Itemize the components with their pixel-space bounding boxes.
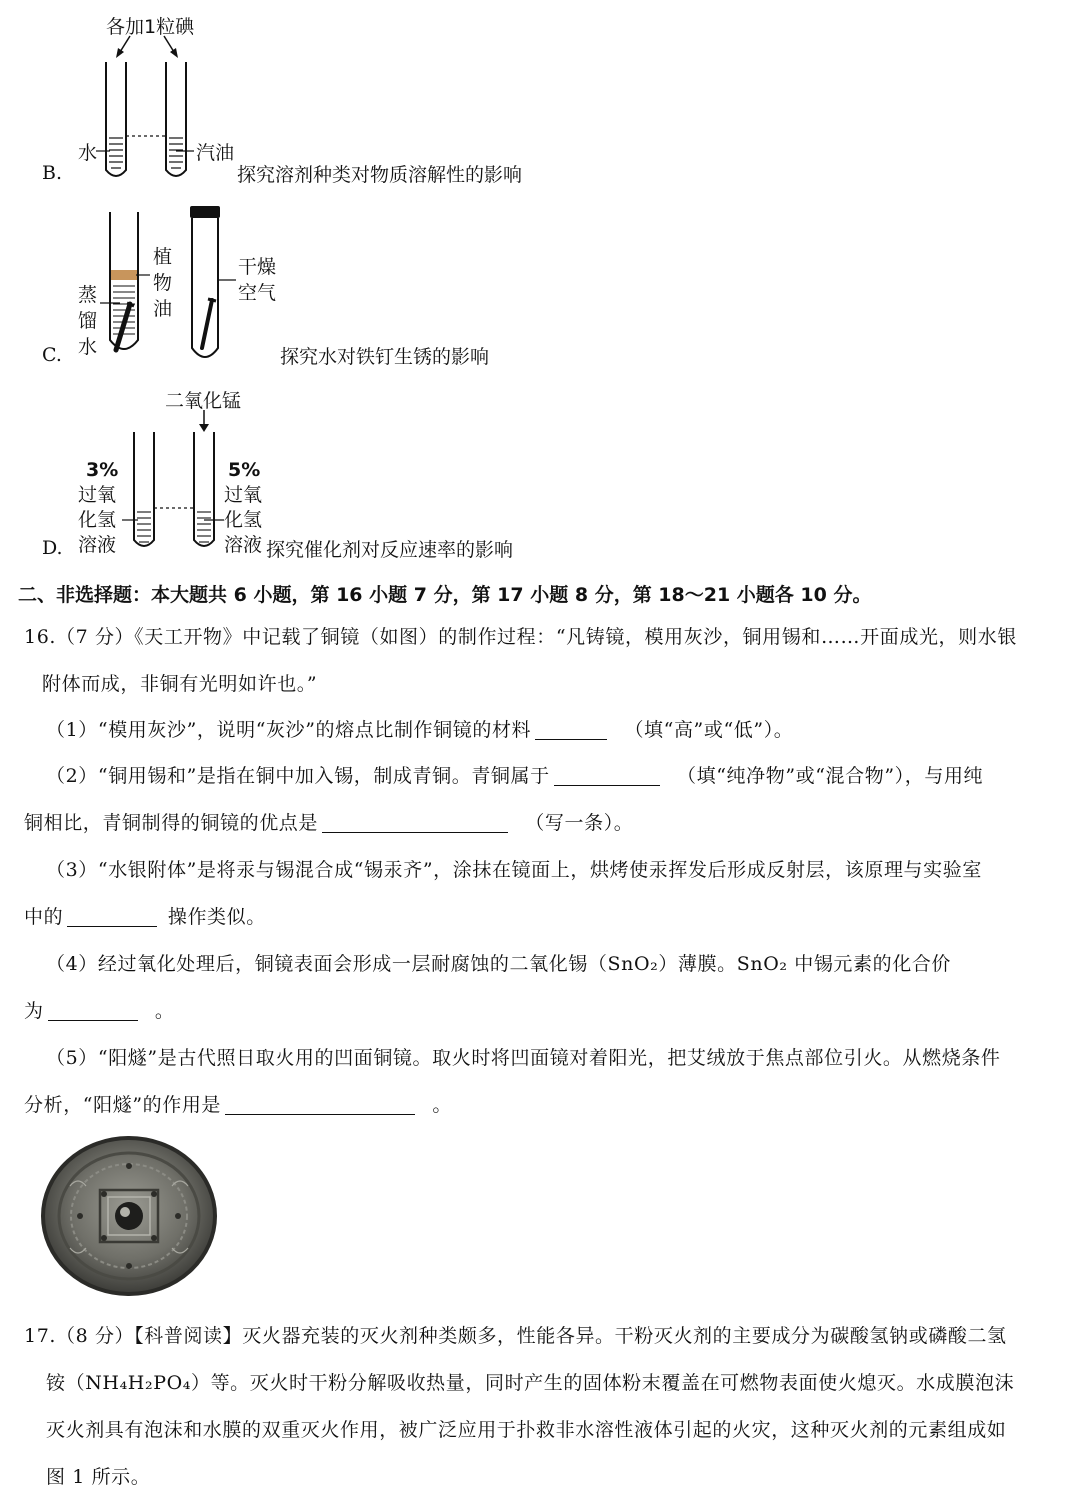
option-d-caption: 探究催化剂对反应速率的影响 bbox=[266, 539, 514, 561]
option-c-left-label-3: 水 bbox=[78, 336, 98, 358]
option-d-right-label-1: 5% bbox=[228, 459, 261, 481]
q16-part2-text2: 铜相比，青铜制得的铜镜的优点是 bbox=[24, 812, 319, 834]
q16-part5-text: （5）“阳燧”是古代照日取火用的凹面铜镜。取火时将凹面镜对着阳光，把艾绒放于焦点部位引火。从燃烧条件 bbox=[46, 1047, 1001, 1069]
option-b-left-label: 水 bbox=[78, 142, 98, 164]
q16-part4-blank[interactable] bbox=[48, 999, 138, 1021]
option-c-right-label bbox=[238, 254, 276, 306]
section-heading: 二、非选择题：本大题共 6 小题，第 16 小题 7 分，第 17 小题 8 分，第 18～21 小题各 10 分。 bbox=[18, 584, 872, 606]
q16-part3-text3: 操作类似。 bbox=[167, 906, 266, 928]
q16-part1-blank[interactable] bbox=[535, 718, 607, 740]
q16-part4-text: （4）经过氧化处理后，铜镜表面会形成一层耐腐蚀的二氧化锡（SnO₂）薄膜。SnO₂ 中锡元素的化合价 bbox=[46, 953, 952, 975]
q17-line4: 图 1 所示。 bbox=[46, 1466, 151, 1488]
option-c-middle-label-3: 油 bbox=[153, 298, 173, 320]
q16-part5-text3: 。 bbox=[432, 1094, 452, 1116]
q16-part3-text2: 中的 bbox=[24, 906, 64, 928]
option-d-left-label-3: 化氢 bbox=[78, 509, 117, 531]
q16-part4-text3: 。 bbox=[154, 1000, 175, 1022]
option-c-right-label-2: 空气 bbox=[238, 282, 277, 304]
q16-intro-line1: 16.（7 分）《天工开物》中记载了铜镜（如图）的制作过程：“凡铸镜，模用灰沙，铜用锡和……开面成光，则水银 bbox=[24, 626, 1017, 648]
option-d-left-label bbox=[78, 458, 118, 558]
option-c-left-label bbox=[78, 282, 97, 360]
q16-part5-text2: 分析，“阳燧”的作用是 bbox=[24, 1094, 222, 1116]
option-c-right-label-1: 干燥 bbox=[238, 256, 277, 278]
option-d-letter: D. bbox=[42, 537, 63, 559]
option-d-right-label-3: 化氢 bbox=[224, 509, 263, 531]
q16-part2 bbox=[24, 753, 1060, 847]
q16-part1 bbox=[46, 707, 1060, 754]
option-d-left-label-4: 溶液 bbox=[78, 534, 117, 556]
q16-part1-text: （1）“模用灰沙”，说明“灰沙”的熔点比制作铜镜的材料 bbox=[46, 719, 532, 741]
option-c-middle-label bbox=[153, 244, 172, 322]
option-d-figure bbox=[120, 408, 230, 558]
option-d-top-label: 二氧化锰 bbox=[165, 390, 242, 412]
option-d-right-label-4: 溶液 bbox=[224, 534, 263, 556]
q16-part5 bbox=[24, 1035, 1060, 1129]
option-c-left-label-1: 蒸 bbox=[78, 284, 98, 306]
bronze-mirror-image bbox=[40, 1136, 218, 1296]
q16-intro bbox=[24, 614, 1060, 708]
option-c-caption: 探究水对铁钉生锈的影响 bbox=[280, 346, 490, 368]
option-d-left-label-2: 过氧 bbox=[78, 484, 117, 506]
q17-line3: 灭火剂具有泡沫和水膜的双重灭火作用，被广泛应用于扑救非水溶性液体引起的火灾，这种灭火剂的元素组成如 bbox=[46, 1419, 1007, 1441]
q16-part2-hint: （填“纯净物”或“混合物”），与用纯 bbox=[677, 765, 984, 787]
q16-part3-blank[interactable] bbox=[67, 905, 157, 927]
q16-intro-line2: 附体而成，非铜有光明如许也。” bbox=[42, 673, 318, 695]
q16-part4 bbox=[24, 941, 1060, 1035]
option-b-caption: 探究溶剂种类对物质溶解性的影响 bbox=[237, 164, 523, 186]
q16-part3 bbox=[24, 847, 1060, 941]
option-d-right-label bbox=[224, 458, 262, 558]
option-b-top-label: 各加1粒碘 bbox=[106, 16, 195, 38]
option-c-middle-label-1: 植 bbox=[153, 246, 173, 268]
q17-line1: 17.（8 分）【科普阅读】灭火器充装的灭火剂种类颇多，性能各异。干粉灭火剂的主要成分为碳酸氢钠或磷酸二氢 bbox=[24, 1325, 1007, 1347]
option-c-letter: C. bbox=[42, 344, 62, 366]
q17-text bbox=[24, 1313, 1060, 1501]
option-b-letter: B. bbox=[42, 162, 63, 184]
q16-part2-blank2[interactable] bbox=[322, 811, 508, 833]
option-b-right-label: 汽油 bbox=[196, 142, 235, 164]
q16-part5-blank[interactable] bbox=[225, 1093, 415, 1115]
q16-part2-text: （2）“铜用锡和”是指在铜中加入锡，制成青铜。青铜属于 bbox=[46, 765, 550, 787]
q17-line2: 铵（NH₄H₂PO₄）等。灭火时干粉分解吸收热量，同时产生的固体粉末覆盖在可燃物表面使火熄灭。水成膜泡沫 bbox=[46, 1372, 1015, 1394]
q16-part1-hint: （填“高”或“低”）。 bbox=[624, 719, 794, 741]
option-c-middle-label-2: 物 bbox=[153, 272, 173, 294]
q16-part2-blank1[interactable] bbox=[554, 764, 660, 786]
q16-part3-text: （3）“水银附体”是将汞与锡混合成“锡汞齐”，涂抹在镜面上，烘烤使汞挥发后形成反射层，该原理与实验室 bbox=[46, 859, 982, 881]
option-d-left-label-1: 3% bbox=[86, 459, 119, 481]
q16-part4-text2: 为 bbox=[24, 1000, 44, 1022]
option-c-left-label-2: 馏 bbox=[78, 310, 98, 332]
option-d-right-label-2: 过氧 bbox=[224, 484, 263, 506]
q16-part2-hint2: （写一条）。 bbox=[525, 812, 634, 834]
